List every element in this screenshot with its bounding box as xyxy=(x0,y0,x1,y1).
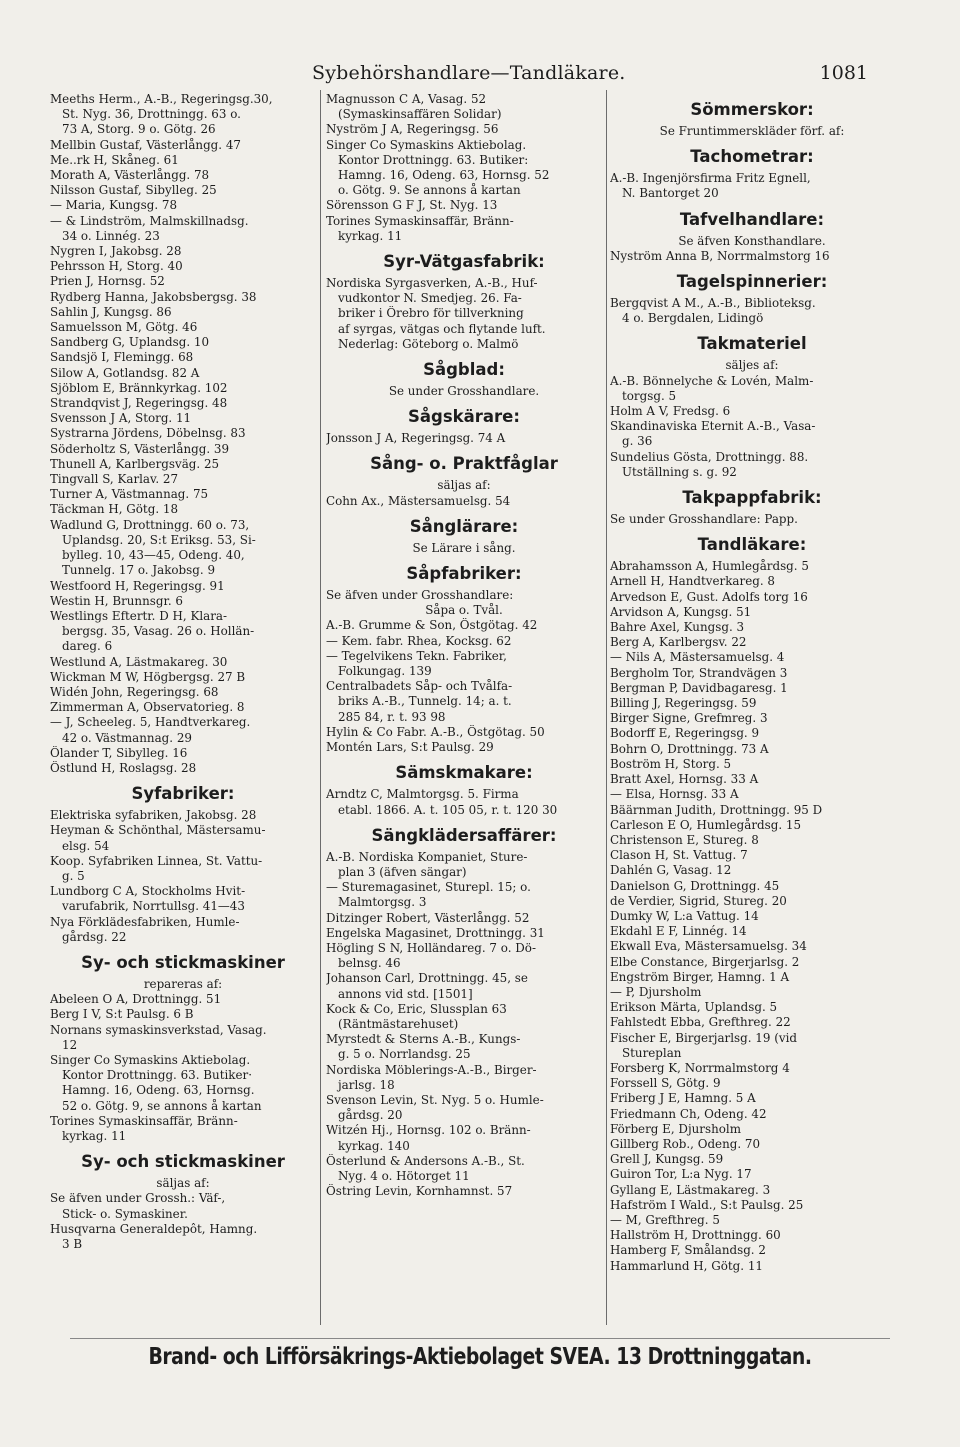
directory-entry: Bergholm Tor, Strandvägen 3 xyxy=(610,665,788,680)
entry-continuation: kyrkag. 140 xyxy=(338,1138,410,1153)
directory-entry: Zimmerman A, Observatorieg. 8 xyxy=(50,700,245,715)
directory-entry: Nygren I, Jakobsg. 28 xyxy=(50,244,182,259)
entry-continuation: briker i Örebro för tillverkning xyxy=(338,306,524,321)
directory-entry: Montén Lars, S:t Paulsg. 29 xyxy=(326,740,494,755)
section-heading: Sång- o. Praktfåglar xyxy=(370,454,558,474)
directory-entry: Abrahamsson A, Humlegårdsg. 5 xyxy=(610,559,809,574)
directory-entry: Sandsjö I, Flemingg. 68 xyxy=(50,350,194,365)
entry-continuation: Malmtorgsg. 3 xyxy=(338,895,427,910)
section-heading: Sågskärare: xyxy=(408,407,520,427)
directory-entry: Johanson Carl, Drottningg. 45, se xyxy=(326,971,528,986)
directory-entry: Westin H, Brunnsgr. 6 xyxy=(50,593,183,608)
entry-continuation: etabl. 1866. A. t. 105 05, r. t. 120 30 xyxy=(338,802,558,817)
entry-continuation: gårdsg. 20 xyxy=(338,1108,403,1123)
entry-continuation: torgsg. 5 xyxy=(622,388,677,403)
entry-continuation: Utställning s. g. 92 xyxy=(622,464,737,479)
entry-continuation: elsg. 54 xyxy=(62,838,110,853)
directory-entry: Meeths Herm., A.-B., Regeringsg.30, xyxy=(50,92,273,106)
directory-entry: Torines Symaskinsaffär, Bränn- xyxy=(326,213,514,228)
directory-entry: Täckman H, Götg. 18 xyxy=(50,502,179,517)
directory-entry: Östring Levin, Kornhamnst. 57 xyxy=(326,1184,513,1199)
directory-entry: Bahre Axel, Kungsg. 3 xyxy=(610,620,745,635)
directory-entry: Westlund A, Lästmakareg. 30 xyxy=(50,654,228,669)
entry-continuation: Nyg. 4 o. Hötorget 11 xyxy=(338,1168,470,1183)
directory-entry: Ekdahl E F, Linnég. 14 xyxy=(610,924,747,939)
directory-entry: Sundelius Gösta, Drottningg. 88. xyxy=(610,449,809,464)
directory-entry: Westlings Eftertr. D H, Klara- xyxy=(50,608,228,623)
entry-continuation: g. 5 o. Norrlandsg. 25 xyxy=(338,1047,471,1062)
column-divider xyxy=(320,90,321,1325)
directory-entry: Hafström I Wald., S:t Paulsg. 25 xyxy=(610,1197,804,1212)
section-heading: Sy- och stickmaskiner xyxy=(81,1152,285,1172)
directory-entry: Skandinaviska Eternit A.-B., Vasa- xyxy=(610,419,816,434)
running-title: Sybehörshandlare—Tandläkare. xyxy=(312,62,626,84)
directory-entry: Samuelsson M, Götg. 46 xyxy=(50,320,198,335)
section-heading: Syfabriker: xyxy=(131,784,235,804)
directory-entry: Sahlin J, Kungsg. 86 xyxy=(50,304,172,319)
directory-entry: Elbe Constance, Birgerjarlsg. 2 xyxy=(610,954,800,969)
directory-entry: Boström H, Storg. 5 xyxy=(610,756,732,771)
entry-continuation: plan 3 (äfven sängar) xyxy=(338,864,467,879)
entry-continuation: o. Götg. 9. Se annons å kartan xyxy=(338,183,521,198)
entry-continuation: 42 o. Västmannag. 29 xyxy=(62,730,192,745)
entry-continuation: kyrkag. 11 xyxy=(62,1129,127,1143)
directory-entry: Bergqvist A M., A.-B., Biblioteksg. xyxy=(610,296,816,311)
directory-entry: — Maria, Kungsg. 78 xyxy=(50,198,178,213)
footer-advertisement: Brand- och Lifförsäkrings-Aktiebolaget SVEA. 13 Drottninggatan. xyxy=(148,1344,812,1370)
directory-entry: Heyman & Schönthal, Mästersamu- xyxy=(50,823,266,838)
entry-continuation: St. Nyg. 36, Drottningg. 63 o. xyxy=(62,107,241,122)
directory-entry: Turner A, Västmannag. 75 xyxy=(50,487,209,502)
directory-entry: Söderholtz S, Västerlångg. 39 xyxy=(50,441,230,456)
directory-entry: Birger Signe, Grefmreg. 3 xyxy=(610,711,768,726)
directory-entry: Thunell A, Karlbergsväg. 25 xyxy=(50,456,220,471)
directory-entry: Arvedson E, Gust. Adolfs torg 16 xyxy=(610,589,808,604)
entry-continuation: (Symaskinsaffären Solidar) xyxy=(338,107,502,122)
directory-entry: Se under Grosshandlare: Papp. xyxy=(610,512,798,527)
entry-continuation: Stick- o. Symaskiner. xyxy=(62,1206,188,1221)
directory-entry: Sandberg G, Uplandsg. 10 xyxy=(50,335,210,350)
section-note: säljas af: xyxy=(437,478,491,493)
section-note: Såpa o. Tvål. xyxy=(425,603,503,618)
entry-continuation: vudkontor N. Smedjeg. 26. Fa- xyxy=(338,291,522,306)
section-note: repareras af: xyxy=(143,976,223,991)
directory-entry: Sörensson G F J, St. Nyg. 13 xyxy=(326,198,498,213)
entry-continuation: Kontor Drottningg. 63. Butiker· xyxy=(62,1068,252,1083)
directory-entry: Grell J, Kungsg. 59 xyxy=(610,1152,724,1167)
entry-continuation: gårdsg. 22 xyxy=(62,929,127,944)
directory-entry: — & Lindström, Malmskillnadsg. xyxy=(50,213,249,228)
directory-entry: Gyllang E, Lästmakareg. 3 xyxy=(610,1182,771,1197)
entry-continuation: Folkungag. 139 xyxy=(338,664,432,679)
directory-entry: Singer Co Symaskins Aktiebolag. xyxy=(50,1052,251,1067)
directory-entry: Jonsson J A, Regeringsg. 74 A xyxy=(326,431,506,446)
directory-entry: — Nils A, Mästersamuelsg. 4 xyxy=(610,650,785,665)
directory-entry: Magnusson C A, Vasag. 52 xyxy=(326,92,487,106)
section-heading: Såpfabriker: xyxy=(406,564,522,584)
directory-entry: Erikson Märta, Uplandsg. 5 xyxy=(610,1000,778,1015)
directory-entry: Bratt Axel, Hornsg. 33 A xyxy=(610,772,759,787)
directory-entry: Se äfven under Grossh.: Väf-, xyxy=(50,1191,226,1206)
directory-entry: Wadlund G, Drottningg. 60 o. 73, xyxy=(50,517,250,532)
section-heading: Sånglärare: xyxy=(409,516,519,536)
directory-entry: Nya Förklädesfabriken, Humle- xyxy=(50,914,240,929)
entry-continuation: g. 36 xyxy=(622,434,653,449)
section-heading: Syr-Vätgasfabrik: xyxy=(383,252,545,272)
directory-entry: de Verdier, Sigrid, Stureg. 20 xyxy=(610,893,787,908)
directory-entry: — J, Scheeleg. 5, Handtverkareg. xyxy=(50,715,251,730)
section-heading: Tagelspinnerier: xyxy=(676,272,828,292)
directory-column-middle xyxy=(326,92,602,1320)
directory-entry: Rydberg Hanna, Jakobsbergsg. 38 xyxy=(50,289,257,304)
section-heading: Tafvelhandlare: xyxy=(679,209,825,229)
section-heading: Sömmerskor: xyxy=(690,100,814,119)
section-heading: Sängklädersaffärer: xyxy=(371,825,557,845)
section-note: säljes af: xyxy=(725,358,779,373)
directory-entry: Dumky W, L:a Vattug. 14 xyxy=(610,908,759,923)
directory-entry: Wickman M W, Högbergsg. 27 B xyxy=(50,669,246,684)
directory-entry: Pehrsson H, Storg. 40 xyxy=(50,259,183,274)
directory-entry: Bergman P, Davidbagaresg. 1 xyxy=(610,680,788,695)
directory-entry: Widén John, Regeringsg. 68 xyxy=(50,684,219,699)
directory-entry: Westfoord H, Regeringsg. 91 xyxy=(50,578,225,593)
directory-entry: — Sturemagasinet, Sturepl. 15; o. xyxy=(326,880,531,895)
entry-continuation: N. Bantorget 20 xyxy=(622,186,719,201)
section-heading: Tachometrar: xyxy=(690,147,814,167)
directory-entry: — Elsa, Hornsg. 33 A xyxy=(610,787,739,802)
directory-entry: Se äfven under Grosshandlare: xyxy=(326,588,514,603)
directory-entry: Hammarlund H, Götg. 11 xyxy=(610,1258,763,1273)
section-note: Se Lärare i sång. xyxy=(412,540,516,555)
directory-entry: Guiron Tor, L:a Nyg. 17 xyxy=(610,1167,752,1182)
directory-entry: Morath A, Västerlångg. 78 xyxy=(50,168,210,183)
directory-entry: Carleson E O, Humlegårdsg. 15 xyxy=(610,817,802,832)
directory-entry: Systrarna Jördens, Döbelnsg. 83 xyxy=(50,426,246,441)
directory-entry: Hylin & Co Fabr. A.-B., Östgötag. 50 xyxy=(326,724,545,739)
directory-entry: Lundborg C A, Stockholms Hvit- xyxy=(50,884,246,899)
directory-entry: Myrstedt & Sterns A.-B., Kungs- xyxy=(326,1032,521,1047)
section-heading: Sy- och stickmaskiner xyxy=(81,952,285,972)
entry-continuation: Tunnelg. 17 o. Jakobsg. 9 xyxy=(62,563,216,578)
section-heading: Takmateriel xyxy=(697,334,807,354)
entry-continuation: 4 o. Bergdalen, Lidingö xyxy=(622,311,764,326)
directory-entry: Nordiska Möblerings-A.-B., Birger- xyxy=(326,1062,537,1077)
directory-entry: Friedmann Ch, Odeng. 42 xyxy=(610,1106,767,1121)
directory-entry: Berg A, Karlbergsv. 22 xyxy=(610,635,747,650)
directory-entry: — M, Grefthreg. 5 xyxy=(610,1212,720,1227)
directory-entry: Elektriska syfabriken, Jakobsg. 28 xyxy=(50,808,257,823)
entry-continuation: Kontor Drottningg. 63. Butiker: xyxy=(338,152,529,167)
directory-entry: Fischer E, Birgerjarlsg. 19 (vid xyxy=(610,1030,797,1045)
directory-column-left xyxy=(50,92,316,1320)
directory-entry: Engelska Magasinet, Drottningg. 31 xyxy=(326,925,545,940)
directory-entry: Billing J, Regeringsg. 59 xyxy=(610,696,757,711)
directory-entry: Sjöblom E, Brännkyrkag. 102 xyxy=(50,380,228,395)
entry-continuation: Nederlag: Göteborg o. Malmö xyxy=(338,336,519,351)
section-heading: Sågblad: xyxy=(423,360,505,380)
directory-entry: Clason H, St. Vattug. 7 xyxy=(610,848,748,863)
directory-entry: Me..rk H, Skåneg. 61 xyxy=(50,152,179,167)
directory-entry: Ölander T, Sibylleg. 16 xyxy=(50,745,188,760)
page-number: 1081 xyxy=(819,62,868,84)
entry-continuation: varufabrik, Norrtullsg. 41—43 xyxy=(62,899,245,914)
directory-entry: Gillberg Rob., Odeng. 70 xyxy=(610,1136,761,1151)
directory-entry: Centralbadets Såp- och Tvålfa- xyxy=(326,679,513,694)
entry-continuation: dareg. 6 xyxy=(62,639,113,654)
entry-continuation: bergsg. 35, Vasag. 26 o. Hollän- xyxy=(62,624,255,639)
directory-entry: Hallström H, Drottningg. 60 xyxy=(610,1228,781,1243)
directory-entry: Koop. Syfabriken Linnea, St. Vattu- xyxy=(50,853,263,868)
entry-continuation: Stureplan xyxy=(622,1045,682,1060)
directory-entry: Abeleen O A, Drottningg. 51 xyxy=(50,992,222,1007)
entry-continuation: briks A.-B., Tunnelg. 14; a. t. xyxy=(338,694,512,709)
directory-entry: Singer Co Symaskins Aktiebolag. xyxy=(326,137,527,152)
directory-entry: Arndtz C, Malmtorgsg. 5. Firma xyxy=(326,787,519,802)
directory-entry: Husqvarna Generaldepôt, Hamng. xyxy=(50,1221,258,1236)
section-note: Se under Grosshandlare. xyxy=(388,384,540,399)
section-heading: Sämskmakare: xyxy=(395,763,533,783)
entry-continuation: Uplandsg. 20, S:t Eriksg. 53, Si- xyxy=(62,532,256,547)
entry-continuation: kyrkag. 11 xyxy=(338,228,403,243)
directory-entry: Östlund H, Roslagsg. 28 xyxy=(50,760,197,775)
directory-entry: Svenson Levin, St. Nyg. 5 o. Humle- xyxy=(326,1092,544,1107)
section-heading: Takpappfabrik: xyxy=(682,488,822,508)
directory-entry: Fahlstedt Ebba, Grefthreg. 22 xyxy=(610,1015,791,1030)
directory-entry: Ditzinger Robert, Västerlångg. 52 xyxy=(326,910,530,925)
entry-continuation: 12 xyxy=(62,1037,78,1052)
entry-continuation: 52 o. Götg. 9, se annons å kartan xyxy=(62,1098,262,1113)
entry-continuation: Hamng. 16, Odeng. 63, Hornsg. xyxy=(62,1083,255,1098)
directory-entry: Arvidson A, Kungsg. 51 xyxy=(610,604,752,619)
directory-entry: Forssell S, Götg. 9 xyxy=(610,1076,721,1091)
directory-entry: Prien J, Hornsg. 52 xyxy=(50,274,165,289)
directory-entry: Bäärnman Judith, Drottningg. 95 D xyxy=(610,802,823,817)
directory-entry: Strandqvist J, Regeringsg. 48 xyxy=(50,396,228,411)
directory-entry: Bohrn O, Drottningg. 73 A xyxy=(610,741,769,756)
column-divider xyxy=(606,90,607,1325)
footer-rule xyxy=(70,1338,890,1339)
directory-entry: Berg I V, S:t Paulsg. 6 B xyxy=(50,1007,194,1022)
directory-entry: A.-B. Ingenjörsfirma Fritz Egnell, xyxy=(610,171,811,186)
entry-continuation: 73 A, Storg. 9 o. Götg. 26 xyxy=(62,122,216,137)
directory-entry: — Kem. fabr. Rhea, Kocksg. 62 xyxy=(326,633,512,648)
entry-continuation: af syrgas, vätgas och flytande luft. xyxy=(338,321,546,336)
directory-entry: Nyström J A, Regeringsg. 56 xyxy=(326,122,499,137)
directory-entry: Forsberg K, Norrmalmstorg 4 xyxy=(610,1060,790,1075)
directory-entry: Förberg E, Djursholm xyxy=(610,1121,741,1136)
directory-entry: Friberg J E, Hamng. 5 A xyxy=(610,1091,756,1106)
section-note: säljas af: xyxy=(156,1176,210,1191)
entry-continuation: Hamng. 16, Odeng. 63, Hornsg. 52 xyxy=(338,168,550,183)
directory-entry: A.-B. Nordiska Kompaniet, Sture- xyxy=(326,849,528,864)
directory-column-right xyxy=(610,92,894,1320)
directory-entry: Dahlén G, Vasag. 12 xyxy=(610,863,732,878)
directory-entry: Hamberg F, Smålandsg. 2 xyxy=(610,1243,766,1258)
entry-continuation: belnsg. 46 xyxy=(338,956,401,971)
directory-entry: Danielson G, Drottningg. 45 xyxy=(610,878,780,893)
entry-continuation: bylleg. 10, 43—45, Odeng. 40, xyxy=(62,548,245,563)
section-heading: Tandläkare: xyxy=(697,535,807,555)
directory-entry: Arnell H, Handtverkareg. 8 xyxy=(610,574,775,589)
directory-entry: Torines Symaskinsaffär, Bränn- xyxy=(50,1113,238,1128)
directory-entry: Engström Birger, Hamng. 1 A xyxy=(610,969,790,984)
entry-continuation: annons vid std. [1501] xyxy=(338,986,473,1001)
directory-entry: Silow A, Gotlandsg. 82 A xyxy=(50,365,200,380)
page-header xyxy=(0,62,960,90)
section-note: Se Fruntimmerskläder förf. af: xyxy=(659,124,845,138)
directory-entry: Mellbin Gustaf, Västerlångg. 47 xyxy=(50,137,241,152)
directory-entry: Holm A V, Fredsg. 6 xyxy=(610,404,731,419)
entry-continuation: g. 5 xyxy=(62,868,85,883)
directory-entry: Christenson E, Stureg. 8 xyxy=(610,832,759,847)
directory-entry: Nordiska Syrgasverken, A.-B., Huf- xyxy=(326,276,538,291)
entry-continuation: 34 o. Linnég. 23 xyxy=(62,228,160,243)
directory-entry: — P, Djursholm xyxy=(610,984,702,999)
directory-entry: Ekwall Eva, Mästersamuelsg. 34 xyxy=(610,939,807,954)
directory-entry: Svensson J A, Storg. 11 xyxy=(50,411,192,426)
directory-entry: Österlund & Andersons A.-B., St. xyxy=(326,1153,525,1168)
directory-entry: Nornans symaskinsverkstad, Vasag. xyxy=(50,1022,267,1037)
directory-entry: Nilsson Gustaf, Sibylleg. 25 xyxy=(50,183,217,198)
directory-entry: Högling S N, Holländareg. 7 o. Dö- xyxy=(326,940,536,955)
directory-entry: Witzén Hj., Hornsg. 102 o. Bränn- xyxy=(326,1123,531,1138)
entry-continuation: jarlsg. 18 xyxy=(338,1077,395,1092)
entry-continuation: 3 B xyxy=(62,1237,83,1252)
directory-entry: A.-B. Grumme & Son, Östgötag. 42 xyxy=(326,618,538,633)
directory-entry: A.-B. Bönnelyche & Lovén, Malm- xyxy=(610,373,814,388)
directory-entry: Kock & Co, Eric, Slussplan 63 xyxy=(326,1001,507,1016)
directory-entry: Nyström Anna B, Norrmalmstorg 16 xyxy=(610,248,830,263)
entry-continuation: 285 84, r. t. 93 98 xyxy=(338,709,446,724)
directory-entry: Bodorff E, Regeringsg. 9 xyxy=(610,726,760,741)
directory-entry: — Tegelvikens Tekn. Fabriker, xyxy=(326,648,507,663)
directory-entry: Tingvall S, Karlav. 27 xyxy=(50,472,179,487)
entry-continuation: (Räntmästarehuset) xyxy=(338,1016,459,1031)
section-note: Se äfven Konsthandlare. xyxy=(678,233,826,248)
directory-entry: Cohn Ax., Mästersamuelsg. 54 xyxy=(326,493,511,508)
